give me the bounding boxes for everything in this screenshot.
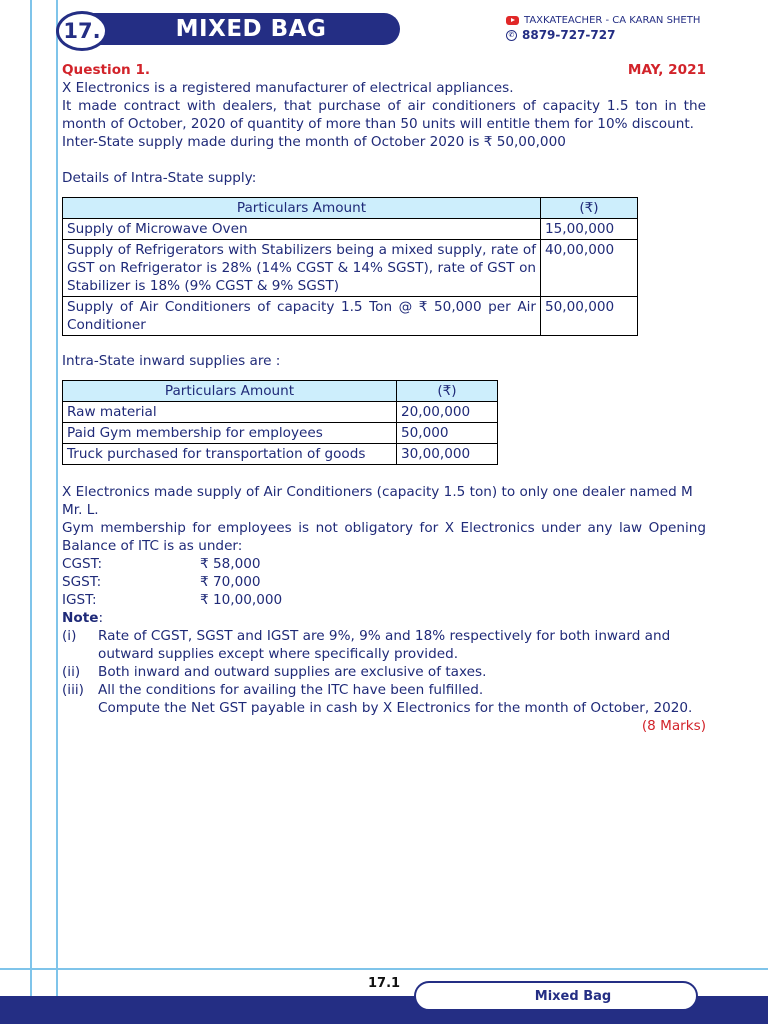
column-header: (₹) xyxy=(541,198,638,219)
compute-text: Compute the Net GST payable in cash by X Electronics for the month of October, 2020. xyxy=(98,700,693,716)
table-row xyxy=(63,240,638,297)
itc-amount: ₹ 70,000 xyxy=(200,574,261,590)
itc-row xyxy=(62,573,282,591)
particulars-cell: Raw material xyxy=(63,402,397,423)
intra-supply-heading: Details of Intra-State supply: xyxy=(62,170,257,186)
paragraph: X Electronics made supply of Air Conditioners (capacity 1.5 ton) to only one dealer named M Mr. L. xyxy=(62,484,693,518)
table-row xyxy=(63,297,638,336)
compute-instruction xyxy=(62,699,706,717)
column-header: (₹) xyxy=(397,381,498,402)
contact-info xyxy=(506,13,700,43)
paragraph: Inter-State supply made during the month of October 2020 is ₹ 50,00,000 xyxy=(62,134,566,150)
table-row xyxy=(63,402,498,423)
note-item xyxy=(62,627,706,663)
amount-cell: 15,00,000 xyxy=(541,219,638,240)
paragraph: X Electronics is a registered manufacturer of electrical appliances. xyxy=(62,80,514,96)
table-row xyxy=(63,444,498,465)
itc-row xyxy=(62,591,282,609)
amount-cell: 30,00,000 xyxy=(397,444,498,465)
note-number: (iii) xyxy=(62,682,84,698)
itc-opening-balance xyxy=(62,555,282,609)
table-row xyxy=(63,423,498,444)
itc-amount: ₹ 10,00,000 xyxy=(200,592,283,608)
itc-row xyxy=(62,555,282,573)
particulars-cell: Supply of Microwave Oven xyxy=(63,219,541,240)
question-header xyxy=(62,61,706,79)
footer-label: Mixed Bag xyxy=(414,981,698,1011)
question-date: MAY, 2021 xyxy=(627,62,706,78)
note-text: Rate of CGST, SGST and IGST are 9%, 9% and 18% respectively for both inward and outward supplies except where specifically provided. xyxy=(98,628,671,662)
frame-line xyxy=(56,0,58,1024)
paragraph: Gym membership for employees is not obligatory for X Electronics under any law Opening Balance of ITC is as under: xyxy=(62,520,706,554)
itc-tax: SGST: xyxy=(62,574,102,590)
question-content xyxy=(62,61,706,735)
note-item xyxy=(62,663,706,681)
frame-line xyxy=(30,0,32,1024)
page-number: 17.1 xyxy=(368,976,401,991)
chapter-number: 17. xyxy=(56,11,108,51)
table-header-row xyxy=(63,198,638,219)
note-item xyxy=(62,681,706,699)
particulars-cell: Supply of Air Conditioners of capacity 1.5 Ton @ ₹ 50,000 per Air Conditioner xyxy=(63,297,541,336)
youtube-icon xyxy=(506,16,519,25)
table-header-row xyxy=(63,381,498,402)
column-header: Particulars Amount xyxy=(63,198,541,219)
amount-cell: 40,00,000 xyxy=(541,240,638,297)
amount-cell: 20,00,000 xyxy=(397,402,498,423)
amount-cell: 50,00,000 xyxy=(541,297,638,336)
chapter-title: MIXED BAG xyxy=(82,13,400,45)
particulars-cell: Paid Gym membership for employees xyxy=(63,423,397,444)
note-heading: Note: xyxy=(62,610,104,626)
itc-amount: ₹ 58,000 xyxy=(200,556,261,572)
paragraph: It made contract with dealers, that purchase of air conditioners of capacity 1.5 ton in the month of October, 2020 of quantity of more than 50 units will entitle them for 10% discount. xyxy=(62,98,706,132)
table-row xyxy=(63,219,638,240)
column-header: Particulars Amount xyxy=(63,381,397,402)
question-label: Question 1. xyxy=(62,62,151,78)
itc-tax: CGST: xyxy=(62,556,103,572)
note-number: (ii) xyxy=(62,664,81,680)
note-number: (i) xyxy=(62,628,77,644)
inward-supply-heading: Intra-State inward supplies are : xyxy=(62,353,281,369)
note-text: All the conditions for availing the ITC have been fulfilled. xyxy=(98,682,484,698)
inward-supply-table xyxy=(62,380,498,465)
frame-line xyxy=(0,968,768,970)
phone-number: 8879-727-727 xyxy=(522,28,616,42)
amount-cell: 50,000 xyxy=(397,423,498,444)
particulars-cell: Truck purchased for transportation of goods xyxy=(63,444,397,465)
itc-tax: IGST: xyxy=(62,592,97,608)
whatsapp-icon: ✆ xyxy=(506,30,517,41)
note-text: Both inward and outward supplies are exclusive of taxes. xyxy=(98,664,487,680)
intra-supply-table xyxy=(62,197,638,336)
particulars-cell: Supply of Refrigerators with Stabilizers being a mixed supply, rate of GST on Refrigerator is 28% (14% CGST & 14% SGST), rate of GST on Stabilizer is 18% (9% CGST & 9% SGST) xyxy=(63,240,541,297)
channel-name: TAXKATEACHER - CA KARAN SHETH xyxy=(524,15,701,26)
marks-label: (8 Marks) xyxy=(641,718,706,734)
